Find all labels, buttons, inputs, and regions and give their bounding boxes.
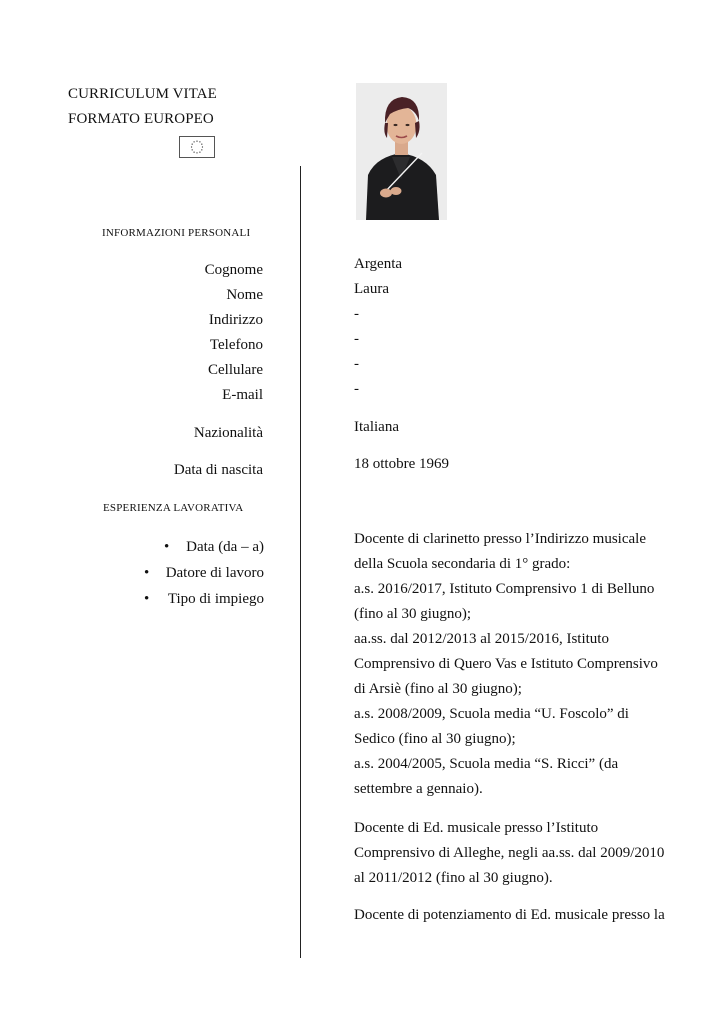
value-email: - [354, 381, 359, 397]
value-telefono: - [354, 331, 359, 347]
value-data-nascita: 18 ottobre 1969 [354, 456, 449, 472]
value-cellulare: - [354, 356, 359, 372]
value-nome: Laura [354, 281, 389, 297]
label-cellulare: Cellulare [208, 362, 263, 378]
value-cognome: Argenta [354, 256, 403, 272]
paragraph-line: a.s. 2016/2017, Istituto Comprensivo 1 di Belluno [354, 581, 655, 597]
paragraph-line: della Scuola secondaria di 1° grado: [354, 556, 571, 572]
label-telefono: Telefono [209, 337, 263, 353]
field-job-type: Tipo di impiego [167, 591, 264, 607]
field-employer: Datore di lavoro [165, 565, 264, 581]
column-divider [300, 166, 301, 958]
list-item [130, 588, 264, 614]
paragraph-line: Docente di clarinetto presso l’Indirizzo musicale [354, 531, 646, 547]
section-personal-info: INFORMAZIONI PERSONALI [102, 227, 251, 239]
section-work-experience: ESPERIENZA LAVORATIVA [103, 502, 244, 514]
bullet-icon: • [164, 539, 170, 555]
paragraph-line: aa.ss. dal 2012/2013 al 2015/2016, Istituto [354, 631, 609, 647]
experience-paragraph-clarinet [354, 527, 674, 802]
paragraph-line: Sedico (fino al 30 giugno); [354, 731, 516, 747]
portrait-photo [356, 83, 447, 220]
paragraph-line: di Arsiè (fino al 30 giugno); [354, 681, 522, 697]
cv-title: CURRICULUM VITAE [68, 86, 217, 102]
paragraph-line: Docente di Ed. musicale presso l’Istituto [354, 820, 599, 836]
paragraph-line: al 2011/2012 (fino al 30 giugno). [354, 870, 553, 886]
paragraph-line: Docente di potenziamento di Ed. musicale presso la [354, 907, 665, 923]
cv-subtitle: FORMATO EUROPEO [68, 111, 214, 127]
experience-field-list [130, 536, 264, 614]
list-item [130, 536, 264, 562]
paragraph-line: a.s. 2008/2009, Scuola media “U. Foscolo” di [354, 706, 629, 722]
label-email: E-mail [222, 387, 263, 403]
value-nazionalita: Italiana [354, 419, 399, 435]
label-data-nascita: Data di nascita [173, 462, 263, 478]
eu-flag-icon [179, 136, 215, 158]
paragraph-line: Comprensivo di Quero Vas e Istituto Comprensivo [354, 656, 658, 672]
bullet-icon: • [144, 591, 150, 607]
label-indirizzo: Indirizzo [208, 312, 263, 328]
experience-paragraph-music-ed [354, 816, 674, 891]
paragraph-line: Comprensivo di Alleghe, negli aa.ss. dal 2009/2010 [354, 845, 665, 861]
label-nome: Nome [226, 287, 263, 303]
label-nazionalita: Nazionalità [193, 425, 263, 441]
paragraph-line: a.s. 2004/2005, Scuola media “S. Ricci” (da [354, 756, 619, 772]
bullet-icon: • [144, 565, 150, 581]
paragraph-line: settembre a gennaio). [354, 781, 483, 797]
list-item [130, 562, 264, 588]
value-indirizzo: - [354, 306, 359, 322]
label-cognome: Cognome [204, 262, 263, 278]
experience-paragraph-potenziamento [354, 903, 674, 928]
field-date-range: Data (da – a) [186, 539, 264, 555]
paragraph-line: (fino al 30 giugno); [354, 606, 472, 622]
